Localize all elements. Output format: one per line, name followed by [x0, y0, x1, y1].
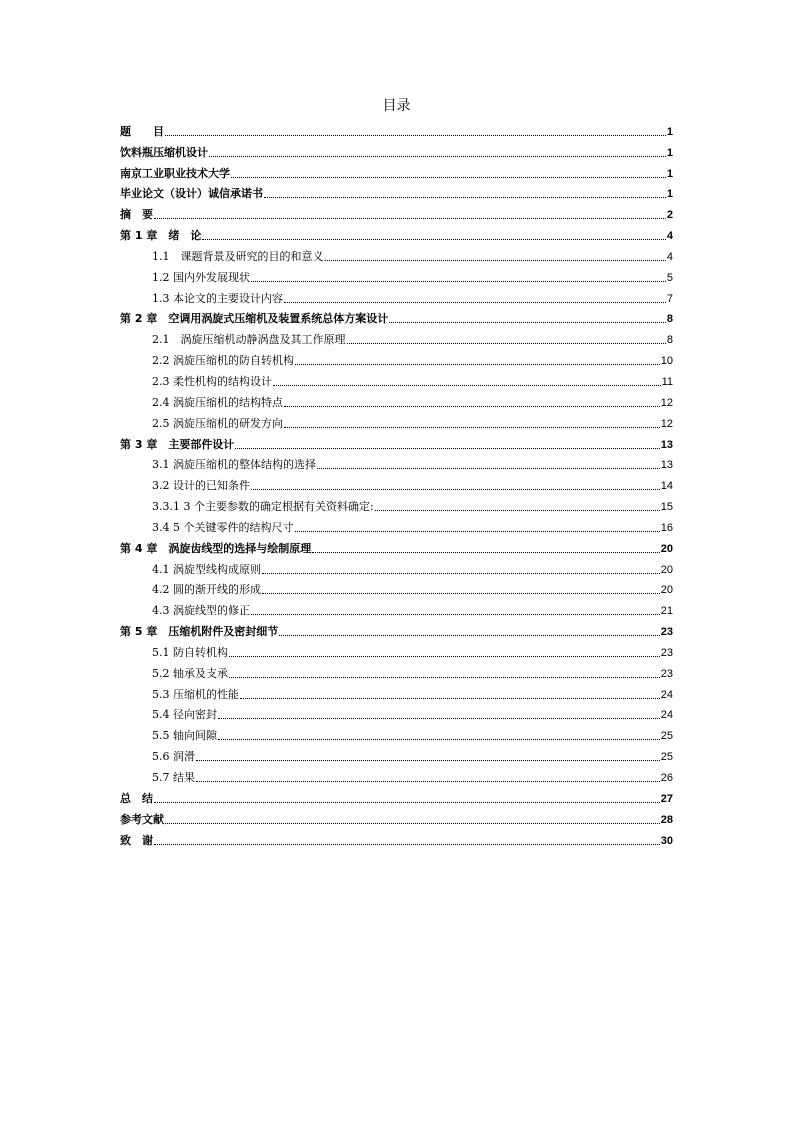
toc-entry[interactable]: [120, 368, 673, 389]
dot-leader: [218, 739, 660, 740]
dot-leader: [240, 698, 660, 699]
toc-entry-title: 2.5 涡旋压缩机的研发方向: [152, 416, 283, 430]
toc-entry-title: 5.7 结果: [152, 771, 195, 784]
toc-entry[interactable]: [120, 660, 673, 681]
toc-entry[interactable]: [120, 472, 673, 493]
toc-entry[interactable]: [120, 785, 673, 806]
toc-entry-title: 第 2 章 空调用涡旋式压缩机及装置系统总体方案设计: [120, 312, 389, 326]
toc-entry[interactable]: [120, 410, 673, 431]
dot-leader: [251, 614, 660, 615]
toc-entry-page-number: 30: [660, 834, 673, 847]
toc-entry[interactable]: [120, 452, 673, 473]
toc-entry-page-number: 12: [660, 396, 673, 409]
dot-leader: [209, 156, 666, 157]
toc-entry-title: 2.2 涡旋压缩机的防自转机构: [152, 354, 294, 368]
toc-entry[interactable]: [120, 285, 673, 306]
toc-entry-page-number: 15: [660, 501, 673, 514]
toc-entry-page-number: 20: [660, 584, 673, 597]
dot-leader: [279, 635, 659, 636]
toc-entry-title: 2.1 涡旋压缩机动静涡盘及其工作原理: [152, 333, 346, 347]
toc-entry[interactable]: [120, 222, 673, 243]
toc-entry-page-number: 28: [660, 813, 673, 826]
toc-entry-page-number: 25: [660, 730, 673, 743]
toc-entry-title: 4.2 圆的渐开线的形成: [152, 583, 261, 597]
toc-entry-page-number: 25: [660, 751, 673, 764]
dot-leader: [229, 656, 660, 657]
toc-entry[interactable]: [120, 264, 673, 285]
toc-entry-page-number: 2: [666, 209, 673, 222]
toc-entry-page-number: 16: [660, 521, 673, 534]
toc-entry-title: 4.3 涡旋线型的修正: [152, 604, 250, 618]
toc-entry[interactable]: [120, 556, 673, 577]
toc-entry[interactable]: [120, 639, 673, 660]
toc-entry-page-number: 4: [666, 230, 673, 243]
toc-entry[interactable]: [120, 535, 673, 556]
toc-entry-page-number: 1: [666, 146, 673, 159]
dot-leader: [284, 406, 660, 407]
toc-entry[interactable]: [120, 160, 673, 181]
toc-entry-page-number: 24: [660, 688, 673, 701]
toc-entry-title: 第 3 章 主要部件设计: [120, 437, 235, 451]
dot-leader: [295, 531, 660, 532]
dot-leader: [165, 135, 666, 136]
toc-entry-title: 总 结: [120, 791, 153, 805]
toc-entry-page-number: 1: [666, 188, 673, 201]
dot-leader: [389, 322, 666, 323]
dot-leader: [218, 718, 660, 719]
dot-leader: [375, 510, 660, 511]
toc-entry[interactable]: [120, 347, 673, 368]
toc-entry-title: 1.1 课题背景及研究的目的和意义: [152, 249, 324, 263]
toc-entry-page-number: 11: [661, 375, 673, 388]
dot-leader: [196, 760, 660, 761]
toc-entry-page-number: 7: [666, 292, 673, 305]
toc-entry[interactable]: [120, 389, 673, 410]
dot-leader: [202, 239, 666, 240]
dot-leader: [154, 844, 660, 845]
toc-entry-title: 5.5 轴向间隙: [152, 729, 217, 743]
toc-entry[interactable]: [120, 702, 673, 723]
toc-entry-title: 5.4 径向密封: [152, 708, 217, 722]
toc-entry-page-number: 27: [660, 792, 673, 805]
dot-leader: [325, 260, 666, 261]
toc-entry-title: 4.1 涡旋型线构成原则: [152, 562, 261, 576]
dot-leader: [273, 385, 661, 386]
toc-entry-title: 第 4 章 涡旋齿线型的选择与绘制原理: [120, 541, 312, 555]
dot-leader: [231, 177, 666, 178]
toc-entry[interactable]: [120, 118, 673, 139]
toc-entry[interactable]: [120, 806, 673, 827]
toc-entry-page-number: 8: [666, 334, 673, 347]
toc-entry-page-number: 1: [666, 125, 673, 138]
table-of-contents: [120, 118, 673, 848]
toc-entry-title: 致 谢: [120, 833, 153, 847]
toc-entry-title: 第 5 章 压缩机附件及密封细节: [120, 625, 279, 639]
toc-entry-page-number: 12: [660, 417, 673, 430]
toc-entry-page-number: 13: [660, 459, 673, 472]
dot-leader: [154, 802, 660, 803]
toc-entry[interactable]: [120, 722, 673, 743]
toc-entry-page-number: 4: [666, 250, 673, 263]
dot-leader: [264, 197, 666, 198]
toc-entry[interactable]: [120, 306, 673, 327]
toc-entry-page-number: 26: [660, 772, 673, 784]
toc-entry-title: 饮料瓶压缩机设计: [120, 145, 208, 159]
toc-entry-title: 2.3 柔性机构的结构设计: [152, 374, 272, 388]
dot-leader: [262, 573, 660, 574]
toc-entry-page-number: 13: [660, 438, 673, 451]
dot-leader: [312, 552, 659, 553]
toc-entry-title: 5.3 压缩机的性能: [152, 687, 239, 701]
toc-entry[interactable]: [120, 181, 673, 202]
toc-entry[interactable]: [120, 597, 673, 618]
toc-entry[interactable]: [120, 514, 673, 535]
toc-entry[interactable]: [120, 201, 673, 222]
dot-leader: [262, 593, 660, 594]
toc-entry-title: 第 1 章 绪 论: [120, 229, 202, 243]
toc-entry-title: 1.3 本论文的主要设计内容: [152, 291, 283, 305]
toc-entry-title: 摘 要: [120, 208, 153, 222]
toc-entry-page-number: 8: [666, 313, 673, 326]
dot-leader: [295, 364, 660, 365]
toc-entry-title: 毕业论文（设计）诚信承诺书: [120, 187, 263, 201]
dot-leader: [196, 781, 660, 782]
toc-entry[interactable]: [120, 326, 673, 347]
toc-entry-title: 3.4 5 个关键零件的结构尺寸: [152, 520, 294, 534]
toc-entry[interactable]: [120, 577, 673, 598]
toc-entry-page-number: 14: [660, 480, 673, 493]
page-title: 目录: [382, 98, 411, 114]
dot-leader: [284, 427, 660, 428]
dot-leader: [229, 677, 660, 678]
dot-leader: [165, 823, 660, 824]
toc-entry[interactable]: [120, 764, 673, 785]
toc-entry-page-number: 23: [660, 626, 673, 639]
toc-entry-page-number: 10: [660, 355, 673, 368]
toc-entry[interactable]: [120, 139, 673, 160]
dot-leader: [251, 281, 666, 282]
dot-leader: [251, 489, 660, 490]
toc-entry-title: 5.1 防自转机构: [152, 645, 228, 659]
toc-entry[interactable]: [120, 743, 673, 764]
toc-entry-title: 1.2 国内外发展现状: [152, 270, 250, 284]
toc-entry[interactable]: [120, 618, 673, 639]
toc-entry-title: 2.4 涡旋压缩机的结构特点: [152, 395, 283, 409]
toc-entry-page-number: 20: [660, 542, 673, 555]
toc-entry[interactable]: [120, 493, 673, 514]
dot-leader: [317, 468, 660, 469]
toc-entry-title: 5.6 润滑: [152, 750, 195, 764]
toc-entry-title: 3.3.1 3 个主要参数的确定根据有关资料确定:: [152, 500, 374, 514]
toc-entry-page-number: 21: [660, 605, 673, 618]
dot-leader: [154, 218, 666, 219]
toc-entry-page-number: 24: [660, 709, 673, 722]
toc-entry-title: 题 目: [120, 124, 164, 138]
toc-entry-title: 5.2 轴承及支承: [152, 666, 228, 680]
dot-leader: [347, 343, 666, 344]
toc-entry-page-number: 23: [660, 646, 673, 659]
dot-leader: [235, 448, 659, 449]
toc-entry[interactable]: [120, 681, 673, 702]
toc-entry-page-number: 20: [660, 563, 673, 576]
dot-leader: [284, 302, 666, 303]
toc-entry-title: 参考文献: [120, 812, 164, 826]
toc-entry-page-number: 5: [666, 271, 673, 284]
toc-entry-page-number: 23: [660, 667, 673, 680]
toc-entry[interactable]: [120, 243, 673, 264]
toc-entry-page-number: 1: [666, 167, 673, 180]
toc-entry-title: 南京工业职业技术大学: [120, 166, 230, 180]
toc-entry-title: 3.1 涡旋压缩机的整体结构的选择: [152, 458, 316, 472]
toc-entry[interactable]: [120, 431, 673, 452]
toc-entry[interactable]: [120, 827, 673, 848]
toc-entry-title: 3.2 设计的已知条件: [152, 479, 250, 493]
